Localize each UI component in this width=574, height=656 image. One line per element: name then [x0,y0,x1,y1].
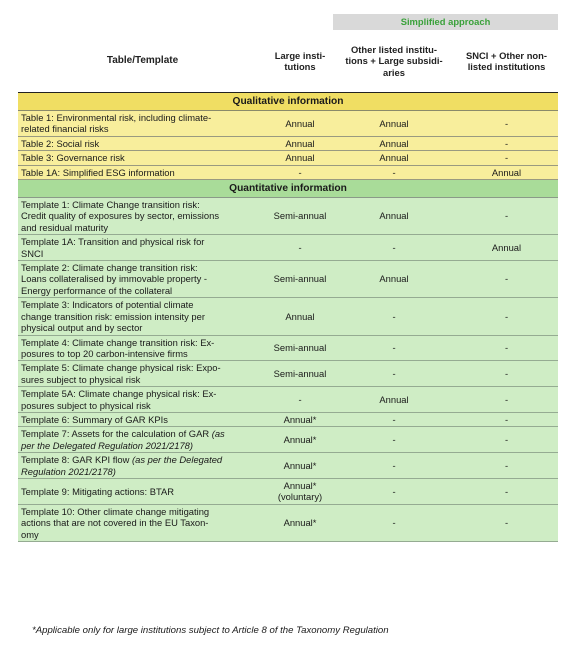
row-label [18,504,267,541]
other-listed-value: - [333,412,455,426]
large-institutions-value: Annual [267,151,333,165]
row-label [18,412,267,426]
large-institutions-value: Annual* (voluntary) [267,478,333,504]
table-row [18,261,558,298]
row-label-text: Template 9: Mitigating actions: BTAR [21,485,175,497]
other-listed-value: Annual [333,111,455,137]
snci-value: - [455,298,558,335]
table-row [18,453,558,479]
large-institutions-value: Annual* [267,427,333,453]
other-listed-value: - [333,478,455,504]
approach-row [18,14,558,30]
row-label [18,387,267,413]
row-label [18,261,267,298]
row-label-text: Template 6: Summary of GAR KPIs [21,413,168,425]
snci-value: - [455,111,558,137]
row-label [18,151,267,165]
large-institutions-value: Semi-annual [267,361,333,387]
row-label-text: Template 1: Climate Change transition risk: Credit quality of exposures by sector, emissions and residual maturity [21,199,220,233]
snci-value: - [455,478,558,504]
snci-value: - [455,136,558,150]
row-label [18,165,267,179]
large-institutions-value: - [267,235,333,261]
snci-value: - [455,412,558,426]
large-institutions-value: Semi-annual [267,261,333,298]
large-institutions-value: - [267,387,333,413]
other-listed-value: - [333,235,455,261]
row-label [18,335,267,361]
snci-value: - [455,198,558,235]
table-row [18,335,558,361]
column-header-large-institutions: Large insti- tutions [274,49,326,72]
row-label [18,136,267,150]
snci-value: Annual [455,165,558,179]
row-label [18,198,267,235]
row-label-text: Table 1A: Simplified ESG information [21,166,175,178]
row-label-text: Table 1: Environmental risk, including climate- related financial risks [21,112,212,135]
table-row [18,504,558,541]
row-label-text: Template 3: Indicators of potential climate change transition risk: emission intensity per physical output and by sector [21,299,205,334]
row-label-text: Template 8: GAR KPI flow [21,454,132,466]
row-label-regulation-note: (as per the Delegated Regulation 2021/2178) [21,454,223,477]
table-row [18,111,558,137]
row-label-text: Table 3: Governance risk [21,152,125,164]
table-body [18,93,558,542]
large-institutions-value: Semi-annual [267,198,333,235]
large-institutions-value: Annual* [267,412,333,426]
row-label-text: Template 4: Climate change transition risk: Ex- posures to top 20 carbon-intensive firms [21,336,215,359]
row-label [18,111,267,137]
large-institutions-value: - [267,165,333,179]
row-label-text: Table 2: Social risk [21,137,100,149]
section-title: Quantitative information [18,180,558,198]
other-listed-value: - [333,165,455,179]
table-row [18,198,558,235]
snci-value: - [455,361,558,387]
snci-value: - [455,453,558,479]
column-header-table-template: Table/Template [106,55,179,67]
row-label-text: Template 5: Climate change physical risk: Expo- sures subject to physical risk [21,362,221,385]
table-row [18,361,558,387]
other-listed-value: Annual [333,387,455,413]
snci-value: - [455,387,558,413]
large-institutions-value: Annual [267,111,333,137]
section-title: Qualitative information [18,93,558,111]
table-row [18,427,558,453]
column-header-snci: SNCI + Other non- listed institutions [466,49,547,72]
snci-value: - [455,335,558,361]
row-label-text: Template 2: Climate change transition risk: Loans collateralised by immovable property - Energy performance of the collateral [21,262,208,296]
row-label-text: Template 1A: Transition and physical risk for SNCI [21,236,205,259]
table-row [18,387,558,413]
snci-value: - [455,427,558,453]
row-label-text: Template 5A: Climate change physical risk: Ex- posures subject to physical risk [21,388,217,411]
row-label-text: Template 10: Other climate change mitigating actions that are not covered in the EU Taxon- omy [21,505,210,540]
other-listed-value: - [333,453,455,479]
snci-value: - [455,261,558,298]
reporting-frequency-table [18,14,558,542]
table-row [18,235,558,261]
column-header-other-listed: Other listed institu- tions + Large subsidi- aries [345,43,443,78]
large-institutions-value: Annual* [267,453,333,479]
other-listed-value: - [333,504,455,541]
large-institutions-value: Semi-annual [267,335,333,361]
table-row [18,478,558,504]
row-label [18,427,267,453]
large-institutions-value: Annual* [267,504,333,541]
footnote: *Applicable only for large institutions subject to Article 8 of the Taxonomy Regulation [32,625,389,636]
row-label [18,298,267,335]
other-listed-value: Annual [333,136,455,150]
quantitative-section-header [18,180,558,198]
other-listed-value: - [333,298,455,335]
snci-value: - [455,151,558,165]
row-label [18,453,267,479]
row-label [18,235,267,261]
qualitative-section-header [18,93,558,111]
large-institutions-value: Annual [267,136,333,150]
row-label [18,361,267,387]
snci-value: Annual [455,235,558,261]
other-listed-value: Annual [333,261,455,298]
table-row [18,298,558,335]
row-label [18,478,267,504]
other-listed-value: - [333,335,455,361]
table-row [18,151,558,165]
column-header-row [18,30,558,93]
other-listed-value: - [333,361,455,387]
simplified-approach-header: Simplified approach [333,14,558,30]
large-institutions-value: Annual [267,298,333,335]
table-row [18,136,558,150]
table-row [18,165,558,179]
table-row [18,412,558,426]
snci-value: - [455,504,558,541]
other-listed-value: Annual [333,151,455,165]
other-listed-value: - [333,427,455,453]
row-label-text: Template 7: Assets for the calculation of GAR [21,428,212,440]
row-label-regulation-note: (as per the Delegated Regulation 2021/2178) [21,428,225,451]
other-listed-value: Annual [333,198,455,235]
